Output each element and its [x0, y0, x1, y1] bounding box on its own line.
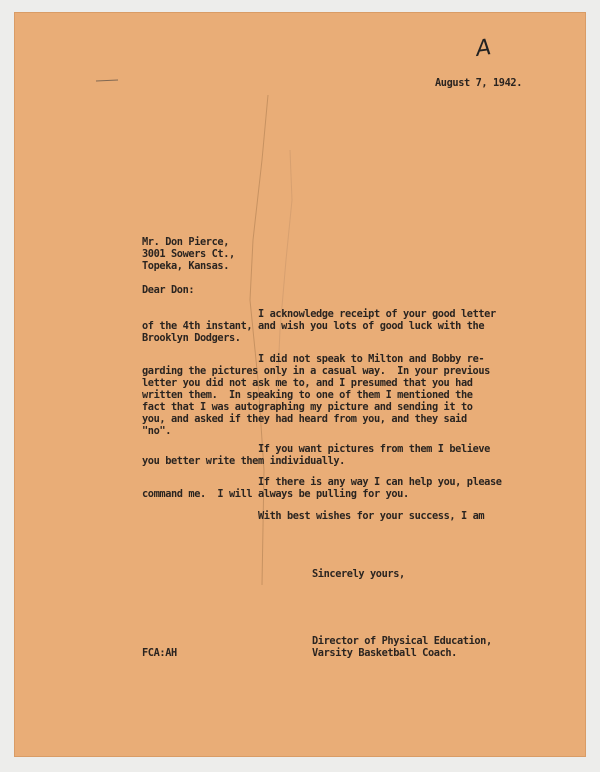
signature-title: Director of Physical Education,: [312, 635, 492, 647]
body-line: you better write them individually.: [142, 455, 345, 467]
body-line: "no".: [142, 425, 171, 437]
reference-initials: FCA:AH: [142, 647, 177, 659]
body-line: command me. I will always be pulling for you.: [142, 488, 409, 500]
address-line: 3001 Sowers Ct.,: [142, 248, 235, 260]
body-line: Brooklyn Dodgers.: [142, 332, 241, 344]
salutation: Dear Don:: [142, 284, 195, 296]
body-line: of the 4th instant, and wish you lots of good luck with the: [142, 320, 485, 332]
body-line: I acknowledge receipt of your good letter: [258, 308, 496, 320]
body-line: If there is any way I can help you, please: [258, 476, 502, 488]
body-line: With best wishes for your success, I am: [258, 510, 485, 522]
letter-date: August 7, 1942.: [435, 77, 522, 89]
body-line: letter you did not ask me to, and I presumed that you had: [142, 377, 473, 389]
body-line: fact that I was autographing my picture and sending it to: [142, 401, 473, 413]
address-line: Mr. Don Pierce,: [142, 236, 229, 248]
body-line: I did not speak to Milton and Bobby re-: [258, 353, 485, 365]
signature-title: Varsity Basketball Coach.: [312, 647, 457, 659]
body-line: If you want pictures from them I believe: [258, 443, 490, 455]
handwritten-mark: A: [474, 35, 493, 62]
body-line: written them. In speaking to one of them I mentioned the: [142, 389, 473, 401]
closing: Sincerely yours,: [312, 568, 405, 580]
body-line: garding the pictures only in a casual way. In your previous: [142, 365, 490, 377]
body-line: you, and asked if they had heard from you, and they said: [142, 413, 467, 425]
address-line: Topeka, Kansas.: [142, 260, 229, 272]
